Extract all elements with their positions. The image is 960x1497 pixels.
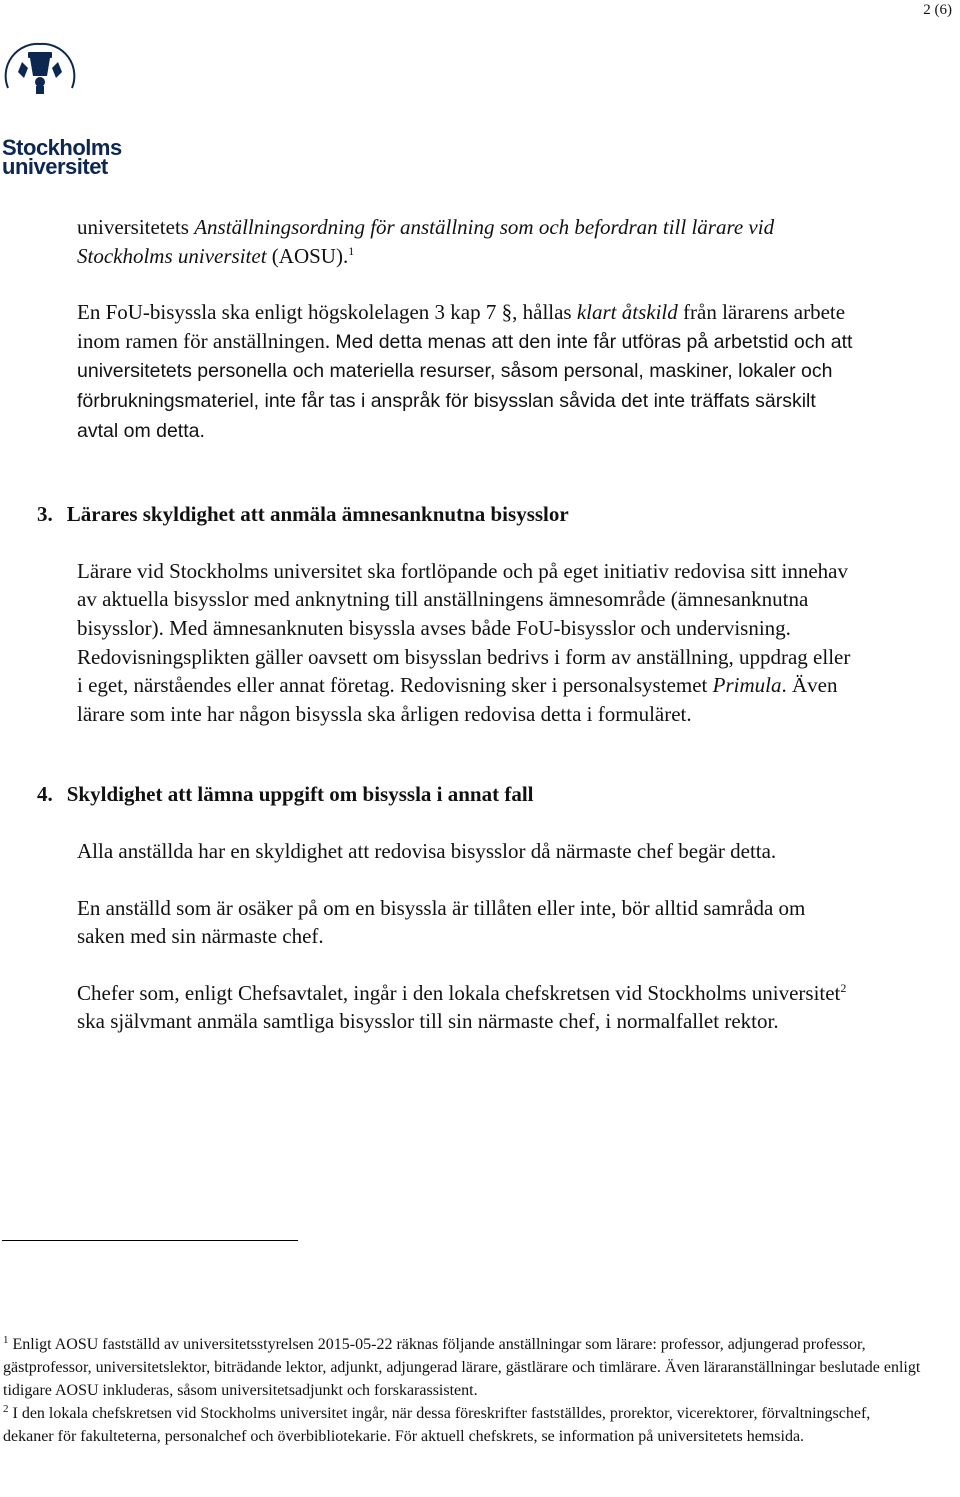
footnote-2: $^2$ I den lokala chefskretsen vid Stockholms universitet ingår, när dessa föreskrifter fastställdes, prorektor, vicerektorer, förvaltningschef, dekaner för fakulteterna, personalchef och överbibliotekarie. För aktuell chefskrets, se information på universitetets hemsida. <box>3 1403 871 1445</box>
university-logo <box>0 38 122 179</box>
intro-paragraph-1: universitetets Anställningsordning för anställning som och befordran till lärare vid Stockholms universitet (AOSU).$^1$ <box>77 215 775 268</box>
section-3-heading: 3. Lärares skyldighet att anmäla ämnesanknutna bisysslor <box>37 502 569 527</box>
section-4-paragraph-1: Alla anställda har en skyldighet att redovisa bisysslor då närmaste chef begär detta. <box>77 838 777 863</box>
primula-system: Primula <box>712 673 782 698</box>
intro-paragraph-2: En FoU-bisyssla ska enligt högskolelagen 3 kap 7 §, hållas klart åtskild från lärarens arbete inom ramen för anställningen. Med detta menas att den inte får utföras på arbetstid och att universitetets personella och materiella resurser, såsom personal, maskiner, lokaler och förbrukningsmateriel, inte får tas i anspråk för bisysslan såvida det inte träffats särskilt avtal om detta. <box>77 300 853 442</box>
logo-text-universitet: universitet <box>2 154 108 179</box>
footnote-ref-2: 2 <box>840 980 847 995</box>
footnotes <box>3 1333 923 1448</box>
section-4-heading: 4. Skyldighet att lämna uppgift om bisyssla i annat fall <box>37 782 534 807</box>
university-seal-icon <box>0 38 80 96</box>
section-3-body: Lärare vid Stockholms universitet ska fortlöpande och på eget initiativ redovisa sitt innehav av aktuella bisysslor med anknytning till anställningens ämnesområde (ämnesanknutna bisysslor). Med ämnesanknuten bisyssla avses både FoU-bisysslor och undervisning. Redovisningsplikten gäller oavsett om bisysslan bedrivs i form av anställning, uppdrag eller i eget, närståendes eller annat företag. Redovisning sker i personalsystemet Primula. Även lärare som inte har någon bisyssla ska årligen redovisa detta i formuläret. <box>77 558 851 726</box>
footnote-1: $^1$ Enligt AOSU fastställd av universitetsstyrelsen 2015-05-22 räknas följande anställningar som lärare: professor, adjungerad professor, gästprofessor, universitetslektor, biträdande lektor, adjunkt, adjungerad lärare, gästlärare och timlärare. Även läraranställningar beslutade enligt tidigare AOSU inkluderas, såsom universitetsadjunkt och forskarassistent. <box>3 1334 921 1399</box>
document-body <box>37 213 857 1036</box>
footnote-divider <box>2 1240 298 1241</box>
section-3-number: 3. <box>37 502 53 527</box>
section-4-number: 4. <box>37 782 53 807</box>
section-4-paragraph-3: Chefer som, enligt Chefsavtalet, ingår i den lokala chefskretsen vid Stockholms universitet$^2$ ska självmant anmäla samtliga bisysslor till sin närmaste chef, i normalfallet rektor. <box>77 980 847 1034</box>
footnote-ref-1: 1 <box>348 243 355 258</box>
logo-text-stockholms: Stockholms <box>2 135 122 160</box>
section-4-paragraph-2: En anställd som är osäker på om en bisyssla är tillåten eller inte, bör alltid samråda om saken med sin närmaste chef. <box>77 895 806 949</box>
page-number: 2 (6) <box>923 2 952 18</box>
aosu-title: Anställningsordning för anställning som och befordran till lärare vid Stockholms universitet <box>77 215 775 268</box>
